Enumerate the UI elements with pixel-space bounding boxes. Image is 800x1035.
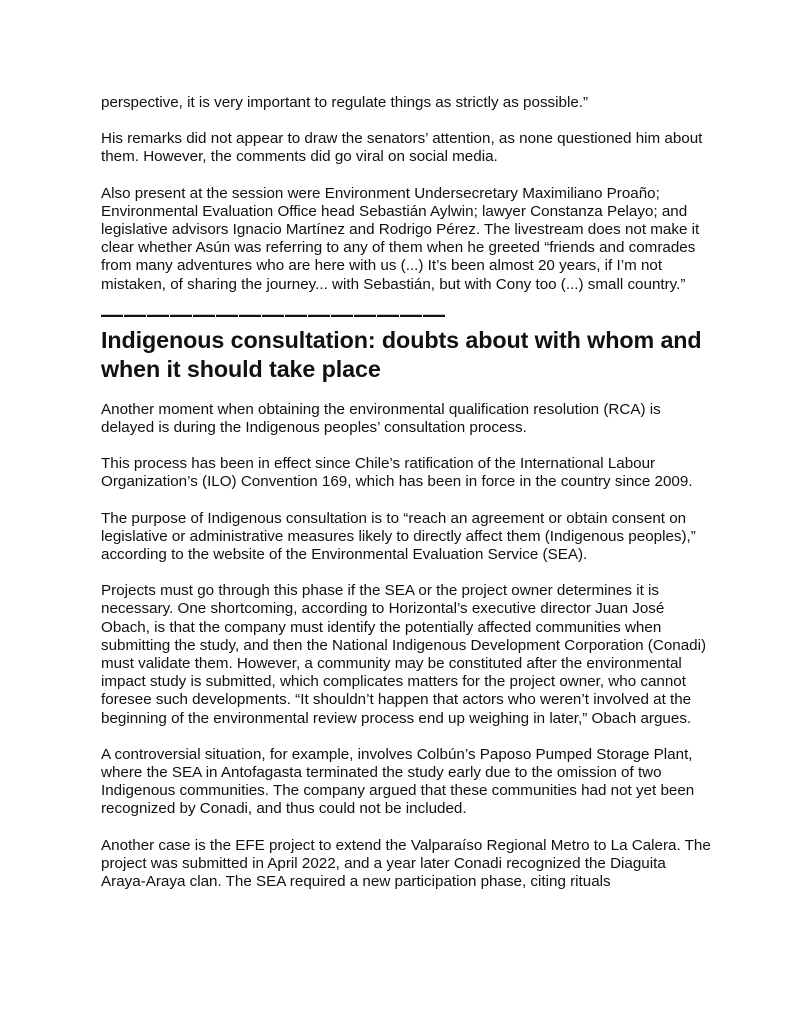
paragraph-8: A controversial situation, for example, involves Colbún’s Paposo Pumped Storage Plant, where the SEA in Antofagasta terminated the study early due to the omission of two Indigenous communities. The company argued that these communities had not yet been recognized by Conadi, and thus could not be included. bbox=[101, 745, 695, 818]
section-divider: ——————————————— bbox=[101, 303, 446, 326]
paragraph-4: Another moment when obtaining the environmental qualification resolution (RCA) is delayed is during the Indigenous peoples’ consultation process. bbox=[101, 400, 661, 437]
paragraph-1: perspective, it is very important to regulate things as strictly as possible.” bbox=[101, 94, 589, 111]
paragraph-9: Another case is the EFE project to extend the Valparaíso Regional Metro to La Calera. The project was submitted in April 2022, and a year later Conadi recognized the Diaguita Araya-Araya clan. The SEA required a new participation phase, citing rituals bbox=[101, 836, 711, 891]
paragraph-7: Projects must go through this phase if the SEA or the project owner determines it is necessary. One shortcoming, according to Horizontal’s executive director Juan José Obach, is that the company must identify the potentially affected communities when submitting the study, and then the National Indigenous Development Corporation (Conadi) must validate them. However, a community may be constituted after the environmental impact study is submitted, which complicates matters for the project owner, who cannot foresee such developments. “It shouldn’t happen that actors who weren’t involved at the beginning of the environmental review process end up weighing in later,” Obach argues. bbox=[101, 582, 707, 727]
paragraph-5: This process has been in effect since Chile’s ratification of the International Labour Organization’s (ILO) Convention 169, which has been in force in the country since 2009. bbox=[101, 455, 693, 491]
paragraph-6: The purpose of Indigenous consultation is to “reach an agreement or obtain consent on legislative or administrative measures likely to directly affect them (Indigenous peoples),” according to the website of the Environmental Evaluation Service (SEA). bbox=[101, 509, 696, 564]
paragraph-3: Also present at the session were Environment Undersecretary Maximiliano Proaño; Environmental Evaluation Office head Sebastián Aylwin; lawyer Constanza Pelayo; and legislative advisors Ignacio Martínez and Rodrigo Pérez. The livestream does not make it clear whether Asún was referring to any of them when he greeted “friends and comrades from many adventures who are here with us (...) It’s been almost 20 years, if I’m not mistaken, of sharing the journey... with Sebastián, but with Cony too (...) small country.” bbox=[101, 184, 700, 293]
document-page bbox=[101, 94, 711, 891]
paragraph-2: His remarks did not appear to draw the senators’ attention, as none questioned him about them. However, the comments did go viral on social media. bbox=[101, 130, 703, 166]
section-heading: Indigenous consultation: doubts about with whom and when it should take place bbox=[101, 326, 702, 382]
